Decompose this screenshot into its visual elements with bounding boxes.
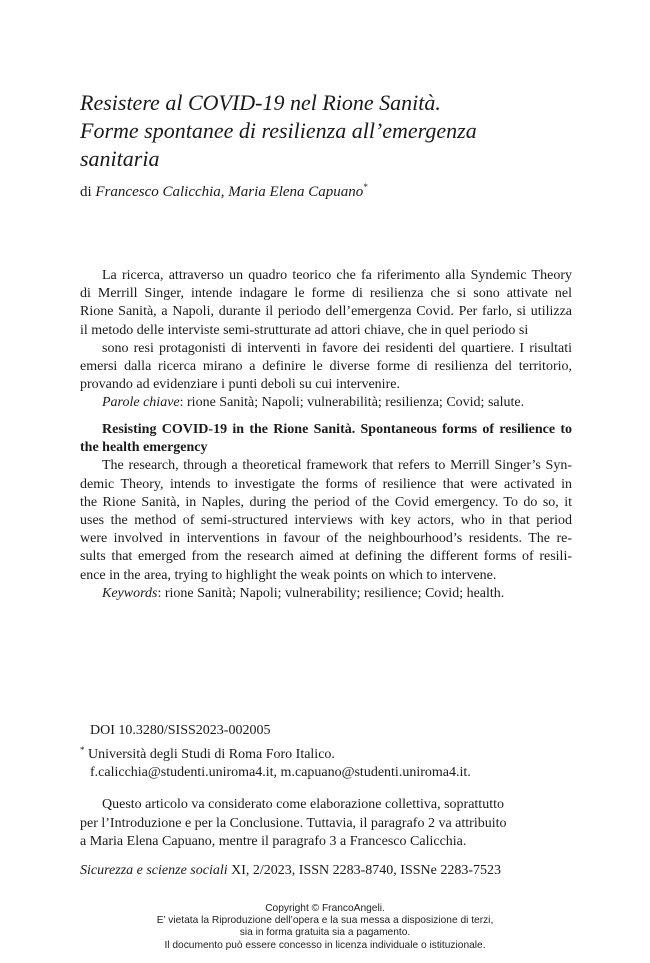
keywords-italian [80, 394, 572, 412]
abstract-line: uses the method of semi-structured interviews with key actors, who in that period [80, 513, 572, 529]
note-line: per l’Introduzione e per la Conclusione. Tuttavia, il paragrafo 2 va attribuito [80, 815, 507, 831]
affiliation-text: Università degli Studi di Roma Foro Italico. [88, 746, 335, 762]
affiliation [80, 741, 580, 765]
abstract-line: ence in the area, trying to highlight the weak points on which to intervene. [80, 567, 497, 583]
author-line [80, 177, 368, 202]
keywords-label: Keywords [102, 585, 158, 601]
copyright-line: sia in forma gratuita sia a pagamento. [239, 927, 411, 939]
abstract-line: were involved in interventions in favour of the neighbourhood’s residents. The re- [80, 531, 572, 547]
keywords-list: : rione Sanità; Napoli; vulnerabilità; resilienza; Covid; salute. [179, 395, 525, 411]
abstract-line: emersi dalla ricerca mirano a definire le diverse forme di resilienza del territorio, [80, 359, 572, 375]
abstract-line: La ricerca, attraverso un quadro teorico che fa riferimento alla Syndemic Theory [102, 268, 572, 283]
abstract-line: the Rione Sanità, in Naples, during the period of the Covid emergency. To do so, it [80, 494, 572, 510]
journal-line [80, 862, 580, 881]
abstract-italian [80, 267, 572, 413]
title-line: sanitaria [80, 146, 160, 171]
doi: DOI 10.3280/SISS2023-002005 [90, 723, 271, 738]
abstract-line: sults that emerged from the research aimed at defining the different forms of resili- [80, 549, 572, 565]
note-line: a Maria Elena Capuano, mentre il paragrafo 3 a Francesco Calicchia. [80, 834, 467, 850]
journal-name: Sicurezza e scienze sociali [80, 863, 228, 878]
footnotes [80, 722, 580, 783]
title-line: Forme spontanee di resilienza all’emergenza [80, 118, 477, 143]
note-line: Questo articolo va considerato come elaborazione collettiva, soprattutto [102, 797, 504, 812]
copyright-notice [0, 903, 650, 952]
abstract-english [80, 421, 572, 603]
copyright-line: Copyright © FrancoAngeli. [265, 903, 385, 914]
journal-details: XI, 2/2023, ISSN 2283-8740, ISSNe 2283-7523 [227, 863, 502, 878]
abstract-line: sono resi protagonisti di interventi in favore dei residenti del quartiere. I risultati [102, 340, 572, 356]
author-prefix: di [80, 184, 92, 200]
english-title-line: Resisting COVID-19 in the Rione Sanità. Spontaneous forms of resilience to [102, 422, 572, 437]
copyright-line: Il documento può essere concesso in licenza individuale o istituzionale. [164, 939, 486, 951]
copyright-line: E’ vietata la Riproduzione dell’opera e la sua messa a disposizione di terzi, [156, 915, 494, 927]
article-title [80, 89, 580, 173]
author-names: Francesco Calicchia, Maria Elena Capuano [95, 184, 364, 200]
authorship-note [80, 796, 580, 852]
affiliation-mark: * [80, 744, 85, 755]
abstract-line: provando ad evidenziare i punti deboli su cui intervenire. [80, 377, 400, 393]
abstract-line: il metodo delle interviste semi-strutturate ad attori chiave, che in quel periodo si [80, 322, 529, 338]
keywords-list: : rione Sanità; Napoli; vulnerability; resilience; Covid; health. [157, 585, 505, 601]
english-title-line: the health emergency [80, 440, 208, 456]
title-line: Resistere al COVID-19 nel Rione Sanità. [80, 90, 441, 115]
author-footnote-mark: * [363, 182, 368, 192]
keywords-label: Parole chiave [102, 395, 180, 411]
abstract-line: demic Theory, intends to investigate the forms of resilience that were activated in [80, 476, 572, 492]
abstract-line: di Merrill Singer, intende indagare le forme di resilienza che si sono attivate nel [80, 286, 572, 302]
author-emails: f.calicchia@studenti.uniroma4.it, m.capuano@studenti.uniroma4.it. [90, 765, 471, 781]
abstract-line: Rione Sanità, a Napoli, durante il periodo dell’emergenza Covid. Per farlo, si utilizza [80, 304, 572, 320]
journal-citation [80, 862, 580, 881]
keywords-english [80, 585, 572, 603]
abstract-line: The research, through a theoretical framework that refers to Merrill Singer’s Syn- [102, 458, 572, 474]
